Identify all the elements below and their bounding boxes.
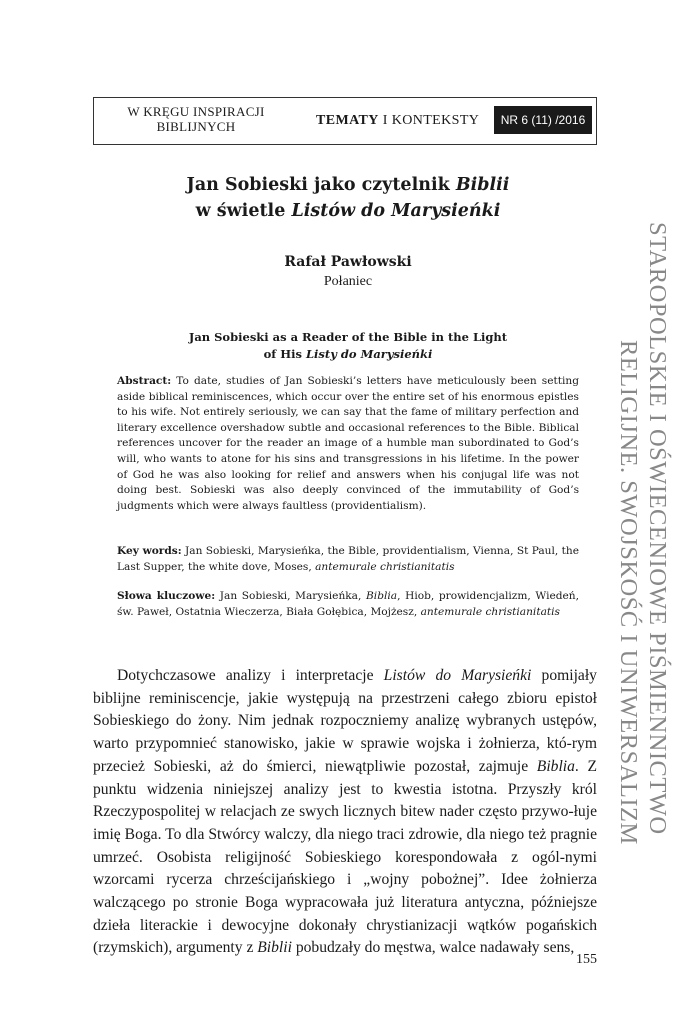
journal-separator: I [378,113,392,128]
polish-keywords-italic: Biblia [366,590,398,602]
english-title-italic: Listy do Marysieńki [305,347,433,361]
title-text: Jan Sobieski jako czytelnik [186,175,456,195]
running-header [93,97,597,145]
keywords-label: Key words: [117,545,182,557]
english-title [117,329,579,363]
body-text: pobudzały do męstwa, walce nadawały sens, [291,939,575,957]
english-title-line-1: Jan Sobieski as a Reader of the Bible in the Light [188,330,508,344]
title-line-2 [100,198,596,224]
body-text: Dotychczasowe analizy i interpretacje [117,667,384,684]
journal-name [316,113,479,129]
body-paragraph [93,665,597,960]
body-text: pomijały biblijne reminiscencje, jakie występują na przestrzeni całego zbioru epistoł Sobieskiego do żony. Nim jednak rozpoczniemy analizę wybranych ustępów, warto przypomnieć stanowisko, jakie w sprawie wojska i żołnierza, któ-rym przecież Sobieski, aż do śmierci, niewątpliwie pozostał, zajmuje [93,667,597,775]
abstract-text: To date, studies of Jan Sobieski’s letters have meticulously been setting aside biblical reminiscences, which occur over the entire set of his enormous epistles to his wife. Not entirely seriously, we can say that the fame of military perfection and literary excellence overshadow subtle and occasional references to the Bible. Biblical references uncover for the reader an image of a humble man subordinated to God’s will, who wants to atone for his sins and transgressions in his lifetime. In the power of God he was also looking for relief and answers when his conjugal life was not doing best. Sobieski was also deeply convinced of the immutability of God’s judgments which were always faultless (providentialism). [117,375,579,512]
body-italic: Biblia [536,757,575,775]
journal-name-bold: TEMATY [316,113,379,128]
polish-keywords-italic: antemurale christianitatis [420,605,560,618]
article-title [100,172,596,224]
polish-keywords-label: Słowa kluczowe: [117,590,216,602]
polish-keywords-text: Jan Sobieski, Marysieńka, [215,590,367,602]
abstract [117,374,579,514]
journal-name-rest: KONTEKSTY [391,113,480,128]
polish-keywords [117,589,579,620]
title-line-1 [100,172,596,198]
issue-badge: NR 6 (11) /2016 [494,106,592,134]
title-italic: Biblii [455,175,510,195]
english-title-text: of His [263,347,306,361]
series-line-2: BIBLIJNYCH [156,119,236,134]
author-name: Rafał Pawłowski [284,254,412,270]
body-italic: Biblii [257,939,292,957]
author-affiliation: Połaniec [323,274,373,289]
body-text: . Z punktu widzenia niniejszej analizy jest to kwestia istotna. Przyszły król Rzeczypospolitej w relacjach ze swych licznych bitew nader często przywo-łuje imię Boga. To dla Stwórcy walczy, dla niego traci zdrowie, dla niego też pragnie umrzeć. Osobista religijność Sobieskiego korespondowała z ogól-nymi wzorcami rycerza chrześcijańskiego i „wojny pobożnej”. Idee żołnierza walczącego po stronie Boga wypracowała już literatura antyczna, późniejsze dzieła literackie i dewocyjne dokonały chrystianizacji wątków pogańskich (rzymskich), argumenty z [93,757,598,957]
side-title-line-1: STAROPOLSKIE I OŚWIECENIOWE PIŚMIENNICTWO [644,222,671,835]
side-title-line-2: RELIGIJNE. SWOJSKOŚĆ I UNIWERSALIZM [615,340,642,845]
series-line-1: W KRĘGU INSPIRACJI [127,104,265,119]
title-text: w świetle [195,201,292,221]
abstract-label: Abstract: [117,375,172,387]
english-title-line-2 [117,346,579,363]
keywords [117,544,579,575]
keywords-italic: antemurale christianitatis [315,560,455,573]
polish-keywords-text: , Hiob, prowidencjalizm, Wiedeń, św. Paweł, Ostatnia Wieczerza, Biała Gołębica, Mojżesz, [117,590,579,618]
body-italic: Listów do Marysieńki [383,667,532,684]
title-italic: Listów do Marysieńki [291,201,501,221]
series-name [94,104,298,134]
page-number: 155 [576,952,597,967]
keywords-text: Jan Sobieski, Marysieńka, the Bible, providentialism, Vienna, St Paul, the Last Supper, the white dove, Moses, [117,545,579,573]
